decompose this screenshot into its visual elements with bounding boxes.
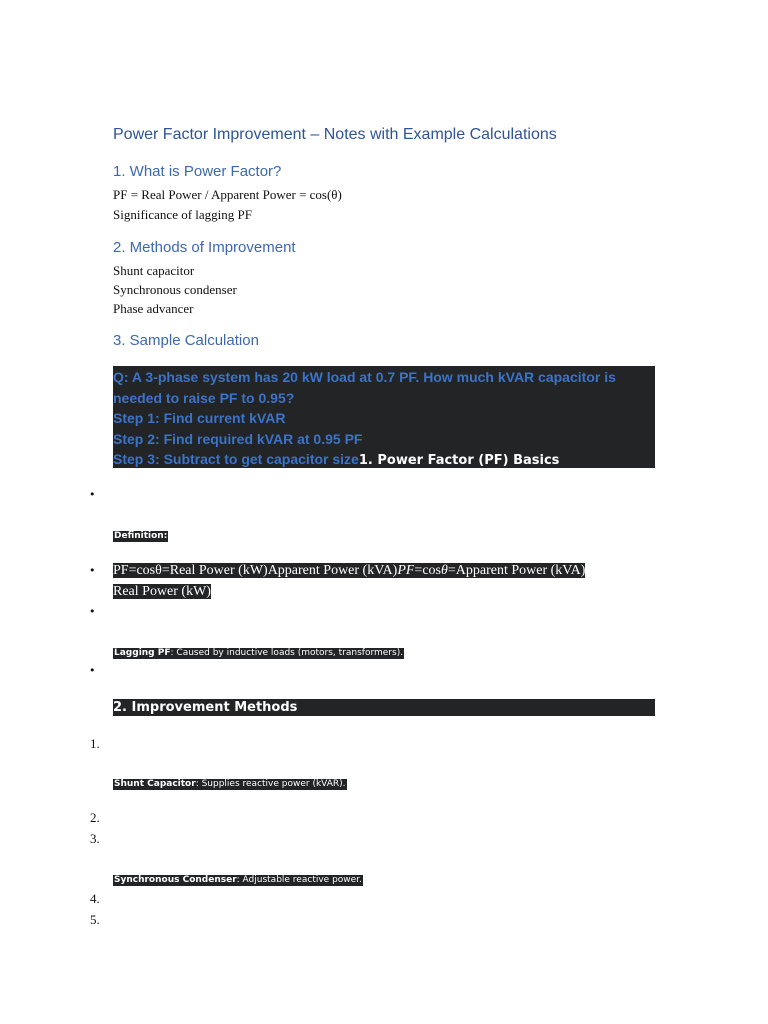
pf-formula xyxy=(113,560,655,602)
synchronous-condenser-note xyxy=(113,875,363,886)
lagging-pf-note xyxy=(113,648,404,659)
shunt-capacitor-label: Shunt Capacitor xyxy=(114,779,196,789)
lagging-pf-label: Lagging PF xyxy=(114,648,171,658)
bullet-marker: • xyxy=(89,488,96,501)
method-phase-advancer: Phase advancer xyxy=(113,301,194,316)
pf-basics-heading: 1. Power Factor (PF) Basics xyxy=(358,453,560,468)
pf-formula-line2: Real Power (kW) xyxy=(113,584,211,599)
method-shunt-capacitor: Shunt capacitor xyxy=(113,263,195,278)
synchronous-condenser-text: : Adjustable reactive power. xyxy=(236,875,362,885)
list-number-5: 5. xyxy=(90,912,100,927)
sample-calculation-box xyxy=(113,366,655,468)
section-heading-what-is-pf: 1. What is Power Factor? xyxy=(113,163,282,180)
pf-formula-part3: =cos xyxy=(414,563,441,578)
sample-step-3: Step 3: Subtract to get capacitor size xyxy=(113,451,359,467)
bullet-marker: • xyxy=(89,605,96,618)
sample-step-2: Step 2: Find required kVAR at 0.95 PF xyxy=(113,430,363,447)
page-title: Power Factor Improvement – Notes with Example Calculations xyxy=(113,126,557,143)
list-number-1: 1. xyxy=(90,736,100,751)
pf-formula-part4: θ xyxy=(440,563,448,578)
pf-formula-part5: =Apparent Power (kVA) xyxy=(447,563,586,578)
list-number-3: 3. xyxy=(90,831,100,846)
pf-formula-part2: PF xyxy=(397,563,415,578)
shunt-capacitor-text: : Supplies reactive power (kVAR). xyxy=(195,779,346,789)
bullet-marker: • xyxy=(89,564,96,577)
definition-label: Definition: xyxy=(114,531,168,541)
pf-formula-part1: PF=cosθ=Real Power (kW)Apparent Power (kVA) xyxy=(113,563,398,578)
improvement-methods-heading: 2. Improvement Methods xyxy=(113,699,655,716)
list-number-2: 2. xyxy=(90,810,100,825)
sample-step-3-line xyxy=(113,449,655,472)
section-heading-sample-calculation: 3. Sample Calculation xyxy=(113,332,259,349)
sample-question-line-2: needed to raise PF to 0.95? xyxy=(113,389,295,406)
lagging-pf-text: : Caused by inductive loads (motors, transformers). xyxy=(170,648,404,658)
sample-step-1: Step 1: Find current kVAR xyxy=(113,410,286,426)
synchronous-condenser-label: Synchronous Condenser xyxy=(114,875,237,885)
lagging-pf-line: Significance of lagging PF xyxy=(113,207,253,222)
shunt-capacitor-note xyxy=(113,779,347,790)
pf-formula-line: PF = Real Power / Apparent Power = cos(θ) xyxy=(113,187,342,202)
method-synchronous-condenser: Synchronous condenser xyxy=(113,282,237,297)
bullet-marker: • xyxy=(89,664,96,677)
sample-question-line-1: Q: A 3-phase system has 20 kW load at 0.7 PF. How much kVAR capacitor is xyxy=(113,369,616,385)
section-heading-methods: 2. Methods of Improvement xyxy=(113,239,296,256)
list-number-4: 4. xyxy=(90,891,100,906)
